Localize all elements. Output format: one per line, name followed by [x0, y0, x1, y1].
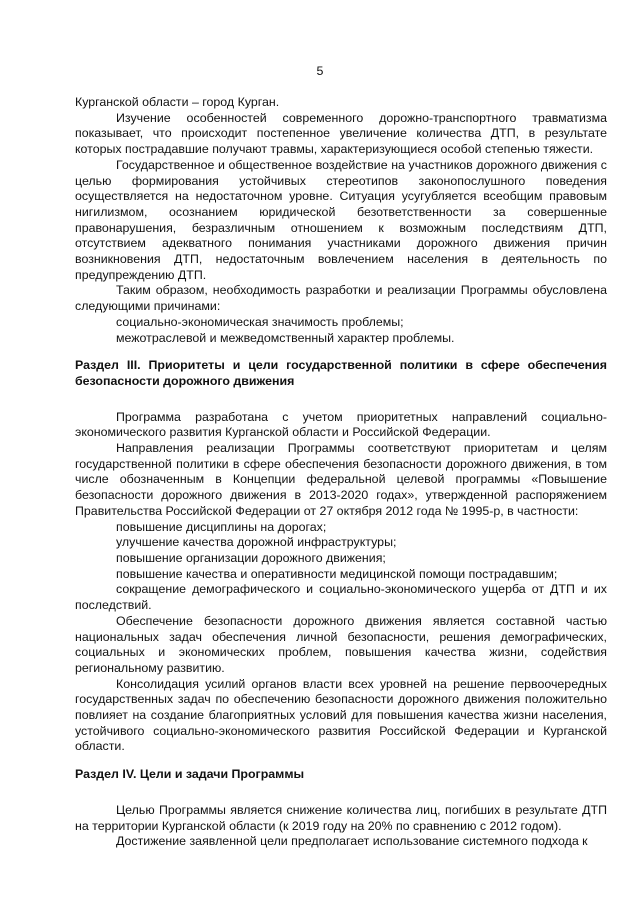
paragraph: Консолидация усилий органов власти всех уровней на решение первоочередных государственных задач по обеспечению безопасности дорожного движения положительно повлияет на создание благоприятных условий для повышения качества жизни населения, устойчивого социально-экономического развития Российской Федерации и Курганской области. [75, 676, 607, 754]
paragraph: повышение дисциплины на дорогах; [116, 519, 327, 534]
paragraph: Целью Программы является снижение количества лиц, погибших в результате ДТП на территории Курганской области (к 2019 году на 20% по сравнению с 2012 годом). [75, 802, 607, 833]
page-number: 5 [316, 64, 324, 78]
paragraph: повышение организации дорожного движения; [116, 550, 386, 565]
paragraph: Изучение особенностей современного дорожно-транспортного травматизма показывает, что происходит постепенное увеличение количества ДТП, в результате которых пострадавшие получают травмы, характеризующиеся особой степенью тяжести. [75, 110, 607, 157]
document-body [75, 95, 607, 850]
paragraph: Достижение заявленной цели предполагает использование системного подхода к [116, 834, 588, 849]
section-heading: Раздел III. Приоритеты и цели государственной политики в сфере обеспечения безопасности дорожного движения [75, 358, 607, 388]
paragraph: социально-экономическая значимость проблемы; [116, 314, 404, 329]
section-heading: Раздел IV. Цели и задачи Программы [75, 767, 305, 782]
paragraph: улучшение качества дорожной инфраструктуры; [116, 535, 397, 550]
paragraph: Курганской области – город Курган. [75, 95, 280, 109]
paragraph: сокращение демографического и социально-экономического ущерба от ДТП и их последствий. [75, 582, 607, 613]
paragraph: межотраслевой и межведомственный характер проблемы. [116, 330, 455, 345]
paragraph: Направления реализации Программы соответствуют приоритетам и целям государственной политики в сфере обеспечения безопасности дорожного движения, в том числе обозначенным в Концепции федеральной целевой программы «Повышение безопасности дорожного движения в 2013-2020 годах», утвержденной распоряжением Правительства Российской Федерации от 27 октября 2012 года № 1995-р, в частности: [75, 441, 607, 518]
paragraph: повышение качества и оперативности медицинской помощи пострадавшим; [116, 566, 558, 581]
paragraph: Программа разработана с учетом приоритетных направлений социально-экономического развития Курганской области и Российской Федерации. [75, 409, 607, 440]
paragraph: Обеспечение безопасности дорожного движения является составной частью национальных задач обеспечения личной безопасности, решения демографических, социальных и экономических проблем, повышения качества жизни, содействия региональному развитию. [75, 613, 607, 675]
paragraph: Государственное и общественное воздействие на участников дорожного движения с целью формирования устойчивых стереотипов законопослушного поведения осуществляется на недостаточном уровне. Ситуация усугубляется всеобщим правовым нигилизмом, осознанием юридической безответственности за совершенные правонарушения, безразличным отношением к возможным последствиям ДТП, отсутствием адекватного понимания участниками дорожного движения причин возникновения ДТП, недостаточным вовлечением населения в деятельность по предупреждению ДТП. [75, 157, 607, 282]
paragraph: Таким образом, необходимость разработки и реализации Программы обусловлена следующими причинами: [75, 283, 607, 314]
